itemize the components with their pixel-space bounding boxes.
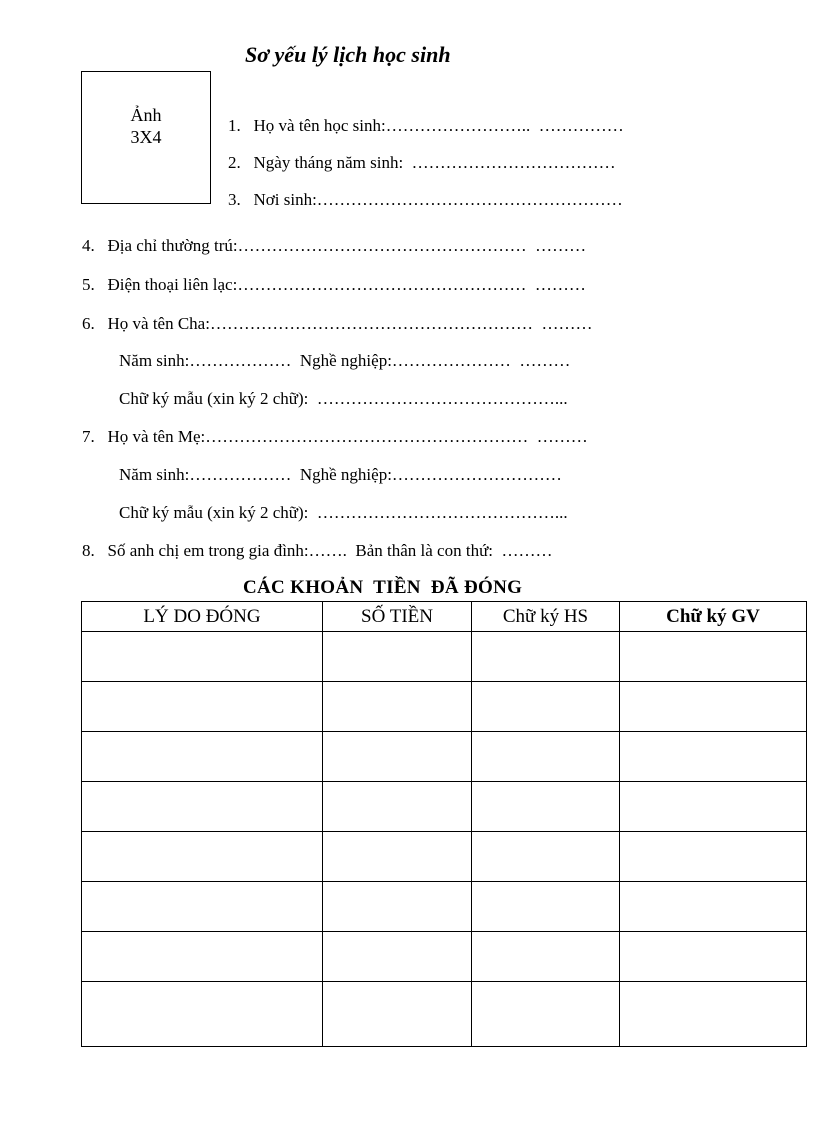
column-header-reason: LÝ DO ĐÓNG bbox=[82, 602, 323, 632]
table-cell[interactable] bbox=[82, 882, 323, 932]
column-header-amount: SỐ TIỀN bbox=[323, 602, 472, 632]
table-cell[interactable] bbox=[323, 882, 472, 932]
table-cell[interactable] bbox=[620, 932, 807, 982]
table-cell[interactable] bbox=[472, 732, 620, 782]
table-cell[interactable] bbox=[620, 732, 807, 782]
table-cell[interactable] bbox=[82, 932, 323, 982]
photo-box-label bbox=[82, 104, 210, 148]
field-contact-phone[interactable]: 5. Điện thoại liên lạc:…………………………………………… ……… bbox=[82, 275, 586, 294]
table-row bbox=[82, 782, 807, 832]
fees-header-row bbox=[82, 602, 807, 632]
table-cell[interactable] bbox=[82, 832, 323, 882]
table-row bbox=[82, 982, 807, 1047]
field-student-name[interactable]: 1. Họ và tên học sinh:…………………….. …………… bbox=[228, 116, 624, 135]
table-cell[interactable] bbox=[472, 982, 620, 1047]
field-mother-name[interactable]: 7. Họ và tên Mẹ:………………………………………………… ……… bbox=[82, 427, 588, 446]
column-header-student-signature: Chữ ký HS bbox=[472, 602, 620, 632]
table-cell[interactable] bbox=[82, 632, 323, 682]
table-cell[interactable] bbox=[323, 982, 472, 1047]
table-cell[interactable] bbox=[472, 632, 620, 682]
table-cell[interactable] bbox=[620, 832, 807, 882]
table-cell[interactable] bbox=[82, 782, 323, 832]
table-row bbox=[82, 632, 807, 682]
fees-table bbox=[81, 601, 807, 1047]
table-cell[interactable] bbox=[472, 932, 620, 982]
field-mother-signature[interactable]: Chữ ký mẫu (xin ký 2 chữ): ……………………………………... bbox=[119, 503, 568, 522]
field-father-name[interactable]: 6. Họ và tên Cha:………………………………………………… ……… bbox=[82, 314, 593, 333]
table-cell[interactable] bbox=[620, 632, 807, 682]
field-birthplace[interactable]: 3. Nơi sinh:……………………………………………… bbox=[228, 190, 623, 209]
table-cell[interactable] bbox=[82, 982, 323, 1047]
field-siblings[interactable]: 8. Số anh chị em trong gia đình:……. Bản thân là con thứ: ……… bbox=[82, 541, 553, 560]
table-cell[interactable] bbox=[472, 832, 620, 882]
field-date-of-birth[interactable]: 2. Ngày tháng năm sinh: ……………………………… bbox=[228, 153, 616, 172]
table-cell[interactable] bbox=[472, 882, 620, 932]
field-father-signature[interactable]: Chữ ký mẫu (xin ký 2 chữ): ……………………………………... bbox=[119, 389, 568, 408]
table-cell[interactable] bbox=[323, 782, 472, 832]
photo-label-line1: Ảnh bbox=[130, 105, 162, 125]
field-father-birth-occupation[interactable]: Năm sinh:……………… Nghề nghiệp:………………… ……… bbox=[119, 351, 571, 370]
table-cell[interactable] bbox=[323, 632, 472, 682]
table-cell[interactable] bbox=[82, 732, 323, 782]
table-cell[interactable] bbox=[620, 682, 807, 732]
table-cell[interactable] bbox=[323, 682, 472, 732]
field-permanent-address[interactable]: 4. Địa chỉ thường trú:…………………………………………… ……… bbox=[82, 236, 587, 255]
column-header-teacher-signature: Chữ ký GV bbox=[620, 602, 807, 632]
table-cell[interactable] bbox=[323, 732, 472, 782]
table-cell[interactable] bbox=[472, 682, 620, 732]
fees-heading: CÁC KHOẢN TIỀN ĐÃ ĐÓNG bbox=[243, 577, 523, 598]
table-row bbox=[82, 832, 807, 882]
table-row bbox=[82, 932, 807, 982]
field-mother-birth-occupation[interactable]: Năm sinh:……………… Nghề nghiệp:………………………… bbox=[119, 465, 562, 484]
form-title: Sơ yếu lý lịch học sinh bbox=[245, 42, 451, 67]
table-row bbox=[82, 882, 807, 932]
table-cell[interactable] bbox=[620, 782, 807, 832]
table-cell[interactable] bbox=[620, 982, 807, 1047]
table-cell[interactable] bbox=[82, 682, 323, 732]
table-cell[interactable] bbox=[323, 832, 472, 882]
photo-label-line2: 3X4 bbox=[130, 127, 162, 147]
table-cell[interactable] bbox=[620, 882, 807, 932]
table-row bbox=[82, 732, 807, 782]
photo-box[interactable] bbox=[81, 71, 211, 204]
table-cell[interactable] bbox=[472, 782, 620, 832]
table-row bbox=[82, 682, 807, 732]
table-cell[interactable] bbox=[323, 932, 472, 982]
